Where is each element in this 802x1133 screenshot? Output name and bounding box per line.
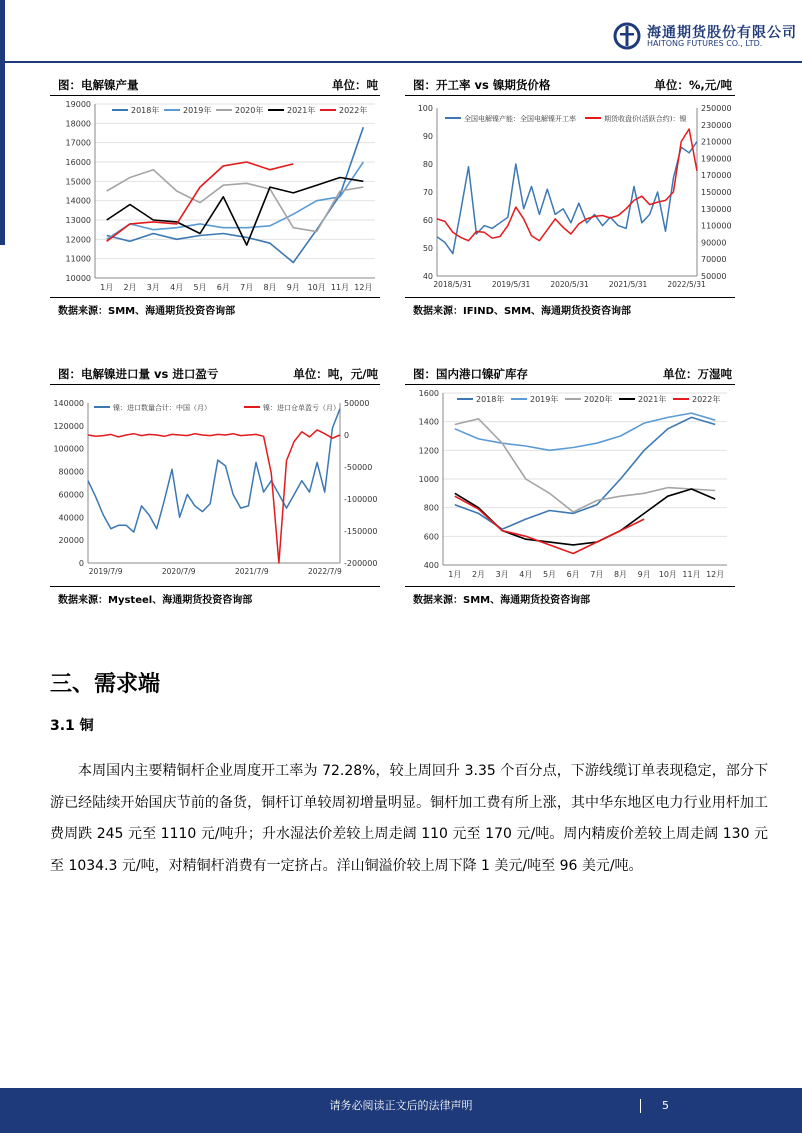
x-tick-label: 2022/5/31: [667, 280, 706, 289]
chart-3-import-volume-vs-import-profit: [50, 387, 380, 583]
y-left-tick-label: 60: [422, 216, 433, 225]
x-tick-label: 2020/7/9: [161, 567, 196, 576]
header-rule: [0, 61, 802, 63]
series-line-镍：进口数量合计：中国（月）: [88, 409, 340, 532]
left-accent-bar: [0, 0, 5, 245]
y-left-tick-label: 40: [422, 272, 433, 281]
legend-label: 镍：进口仓单盈亏（月）: [263, 404, 340, 412]
series-line-2020年: [455, 419, 715, 512]
page-number: 5: [662, 1099, 669, 1112]
legend-label: 2022年: [692, 395, 721, 404]
y-right-tick-label: 90000: [701, 238, 727, 248]
x-tick-label: 10月: [658, 570, 677, 579]
y-right-tick-label: -150000: [344, 527, 378, 536]
y-left-tick-label: 40000: [58, 513, 84, 523]
y-left-tick-label: 20000: [58, 536, 84, 546]
y-tick-label: 10000: [65, 274, 91, 283]
y-tick-label: 14000: [65, 196, 91, 206]
x-tick-label: 2022/7/9: [308, 567, 342, 576]
chart-3-bottom-rule: [50, 586, 380, 587]
logo-icon: [613, 22, 641, 50]
x-tick-label: 2019/5/31: [491, 280, 531, 289]
chart-4-unit: 单位：万湿吨: [663, 367, 732, 381]
legend-label: 2018年: [131, 106, 160, 115]
chart-2-bottom-rule: [405, 297, 735, 298]
y-tick-label: 15000: [65, 177, 91, 187]
x-tick-label: 8月: [613, 570, 628, 579]
x-tick-label: 4月: [170, 283, 184, 292]
y-right-tick-label: -100000: [344, 495, 378, 504]
y-left-tick-label: 80000: [58, 467, 84, 477]
footer-bar: [0, 1088, 802, 1133]
x-tick-label: 9月: [286, 283, 300, 292]
y-right-tick-label: 190000: [701, 154, 732, 164]
y-tick-label: 13000: [65, 216, 91, 225]
company-name-en: HAITONG FUTURES CO., LTD.: [647, 39, 763, 48]
y-tick-label: 600: [423, 532, 439, 542]
x-tick-label: 6月: [216, 283, 230, 292]
x-tick-label: 12月: [354, 283, 373, 292]
x-tick-label: 12月: [706, 570, 725, 579]
x-tick-label: 2020/5/31: [550, 280, 589, 289]
y-left-tick-label: 60000: [58, 490, 84, 500]
company-logo: [613, 22, 797, 52]
y-left-tick-label: 120000: [53, 421, 84, 431]
chart-1-electrolytic-nickel-output: [50, 98, 380, 294]
chart-2-operating-rate-vs-nickel-futures: [405, 98, 735, 294]
chart-1-top-rule: [50, 95, 380, 96]
y-left-tick-label: 0: [78, 559, 84, 568]
chart-3-unit: 单位：吨，元/吨: [293, 367, 378, 381]
legend-label: 2020年: [584, 395, 613, 404]
x-tick-label: 3月: [495, 570, 509, 579]
y-left-tick-label: 100000: [53, 444, 84, 454]
y-right-tick-label: 210000: [701, 137, 732, 147]
y-right-tick-label: 70000: [701, 255, 727, 265]
x-tick-label: 3月: [146, 283, 160, 292]
y-right-tick-label: 0: [344, 431, 350, 440]
legend-label: 2019年: [530, 395, 559, 404]
x-tick-label: 2021/7/9: [234, 567, 269, 576]
chart-2-top-rule: [405, 95, 735, 96]
chart-4-top-rule: [405, 384, 735, 385]
x-tick-label: 8月: [263, 283, 277, 292]
y-tick-label: 1600: [418, 389, 439, 398]
chart-3-title: 图：电解镍进口量 vs 进口盈亏: [58, 367, 219, 381]
y-tick-label: 11000: [65, 254, 91, 264]
y-right-tick-label: -50000: [344, 463, 373, 472]
chart-1-source: 数据来源：SMM、海通期货投资咨询部: [58, 306, 236, 317]
y-tick-label: 1200: [418, 446, 439, 456]
x-tick-label: 10月: [307, 283, 326, 292]
y-right-tick-label: 130000: [701, 204, 732, 214]
x-tick-label: 7月: [240, 283, 254, 292]
y-tick-label: 400: [423, 561, 439, 570]
legend-label: 2022年: [339, 106, 368, 115]
y-tick-label: 19000: [65, 100, 91, 109]
chart-2-unit: 单位：%,元/吨: [654, 78, 732, 92]
x-tick-label: 11月: [330, 283, 350, 292]
x-tick-label: 5月: [193, 283, 207, 292]
x-tick-label: 2月: [123, 283, 137, 292]
chart-2-title: 图：开工率 vs 镍期货价格: [413, 78, 551, 92]
x-tick-label: 2019/7/9: [88, 567, 123, 576]
x-tick-label: 7月: [590, 570, 604, 579]
series-line-期货收盘价(活跃合约)：镍: [437, 129, 697, 241]
chart-3-top-rule: [50, 384, 380, 385]
legend-label: 2021年: [287, 106, 316, 115]
x-tick-label: 1月: [100, 283, 114, 292]
x-tick-label: 11月: [682, 570, 701, 579]
section-title: 三、需求端: [50, 672, 161, 697]
y-left-tick-label: 50: [422, 244, 433, 253]
x-tick-label: 6月: [566, 570, 580, 579]
y-right-tick-label: -200000: [344, 559, 378, 568]
y-left-tick-label: 70: [422, 188, 433, 197]
y-tick-label: 1000: [418, 475, 439, 484]
y-left-tick-label: 90: [422, 132, 433, 141]
x-tick-label: 4月: [519, 570, 533, 579]
body-paragraph: 本周国内主要精铜杆企业周度开工率为 72.28%，较上周回升 3.35 个百分点，下游线缆订单表现稳定，部分下游已经陆续开始国庆节前的备货，铜杆订单较周初增量明显。铜杆加工费有所上涨，其中华东地区电力行业用杆加工费周跌 245 元至 1110 元/吨升；升水湿法价差较上周走阔 110 元至 170 元/吨。周内精废价差较上周走阔 130 元至 1034.3 元/吨，对精铜杆消费有一定挤占。洋山铜溢价较上周下降 1 美元/吨至 96 美元/吨。: [50, 763, 768, 874]
legend-label: 全国电解镍产能：全国电解镍开工率: [464, 115, 576, 123]
x-tick-label: 5月: [542, 570, 557, 579]
y-right-tick-label: 110000: [701, 221, 732, 231]
chart-2-source: 数据来源：IFIND、SMM、海通期货投资咨询部: [413, 306, 632, 317]
y-tick-label: 800: [423, 503, 439, 513]
footer-separator: [640, 1099, 641, 1113]
y-right-tick-label: 50000: [344, 399, 370, 408]
x-tick-label: 1月: [448, 570, 462, 579]
company-name-cn: 海通期货股份有限公司: [647, 25, 797, 41]
chart-3-source: 数据来源：Mysteel、海通期货投资咨询部: [58, 595, 253, 606]
x-tick-label: 2018/5/31: [433, 280, 472, 289]
chart-1-unit: 单位：吨: [332, 78, 378, 92]
chart-1-bottom-rule: [50, 297, 380, 298]
chart-4-port-nickel-ore-inventory: [405, 387, 735, 583]
legend-label: 2019年: [183, 106, 212, 115]
legend-label: 2021年: [638, 395, 667, 404]
y-right-tick-label: 230000: [701, 120, 732, 130]
y-left-tick-label: 100: [417, 104, 433, 113]
y-tick-label: 12000: [65, 235, 91, 245]
series-line-镍：进口仓单盈亏（月）: [88, 430, 340, 563]
legend-label: 2018年: [476, 395, 505, 404]
y-left-tick-label: 140000: [53, 399, 84, 408]
subsection-title: 3.1 铜: [50, 718, 94, 734]
y-right-tick-label: 150000: [701, 188, 732, 197]
y-tick-label: 1400: [418, 417, 439, 427]
y-tick-label: 18000: [65, 119, 91, 129]
series-line-2018年: [107, 127, 364, 262]
y-tick-label: 16000: [65, 158, 91, 167]
y-right-tick-label: 170000: [701, 171, 732, 181]
x-tick-label: 2月: [471, 570, 486, 579]
x-tick-label: 9月: [637, 570, 651, 579]
y-tick-label: 17000: [65, 138, 91, 148]
series-line-2019年: [455, 413, 715, 450]
legend-label: 期货收盘价(活跃合约)：镍: [604, 115, 687, 123]
chart-1-title: 图：电解镍产量: [58, 78, 139, 92]
legend-label: 镍：进口数量合计：中国（月）: [113, 404, 211, 412]
series-line-2022年: [455, 496, 644, 553]
y-right-tick-label: 250000: [701, 104, 732, 113]
chart-4-bottom-rule: [405, 586, 735, 587]
chart-4-source: 数据来源：SMM、海通期货投资咨询部: [413, 595, 591, 606]
chart-4-title: 图：国内港口镍矿库存: [413, 367, 528, 381]
footer-legal-notice: 请务必阅读正文后的法律声明: [329, 1099, 473, 1112]
series-line-全国电解镍产能：全国电解镍开工率: [437, 142, 697, 254]
x-tick-label: 2021/5/31: [608, 280, 648, 289]
y-right-tick-label: 50000: [701, 272, 727, 281]
y-left-tick-label: 80: [422, 160, 433, 169]
legend-label: 2020年: [235, 106, 264, 115]
